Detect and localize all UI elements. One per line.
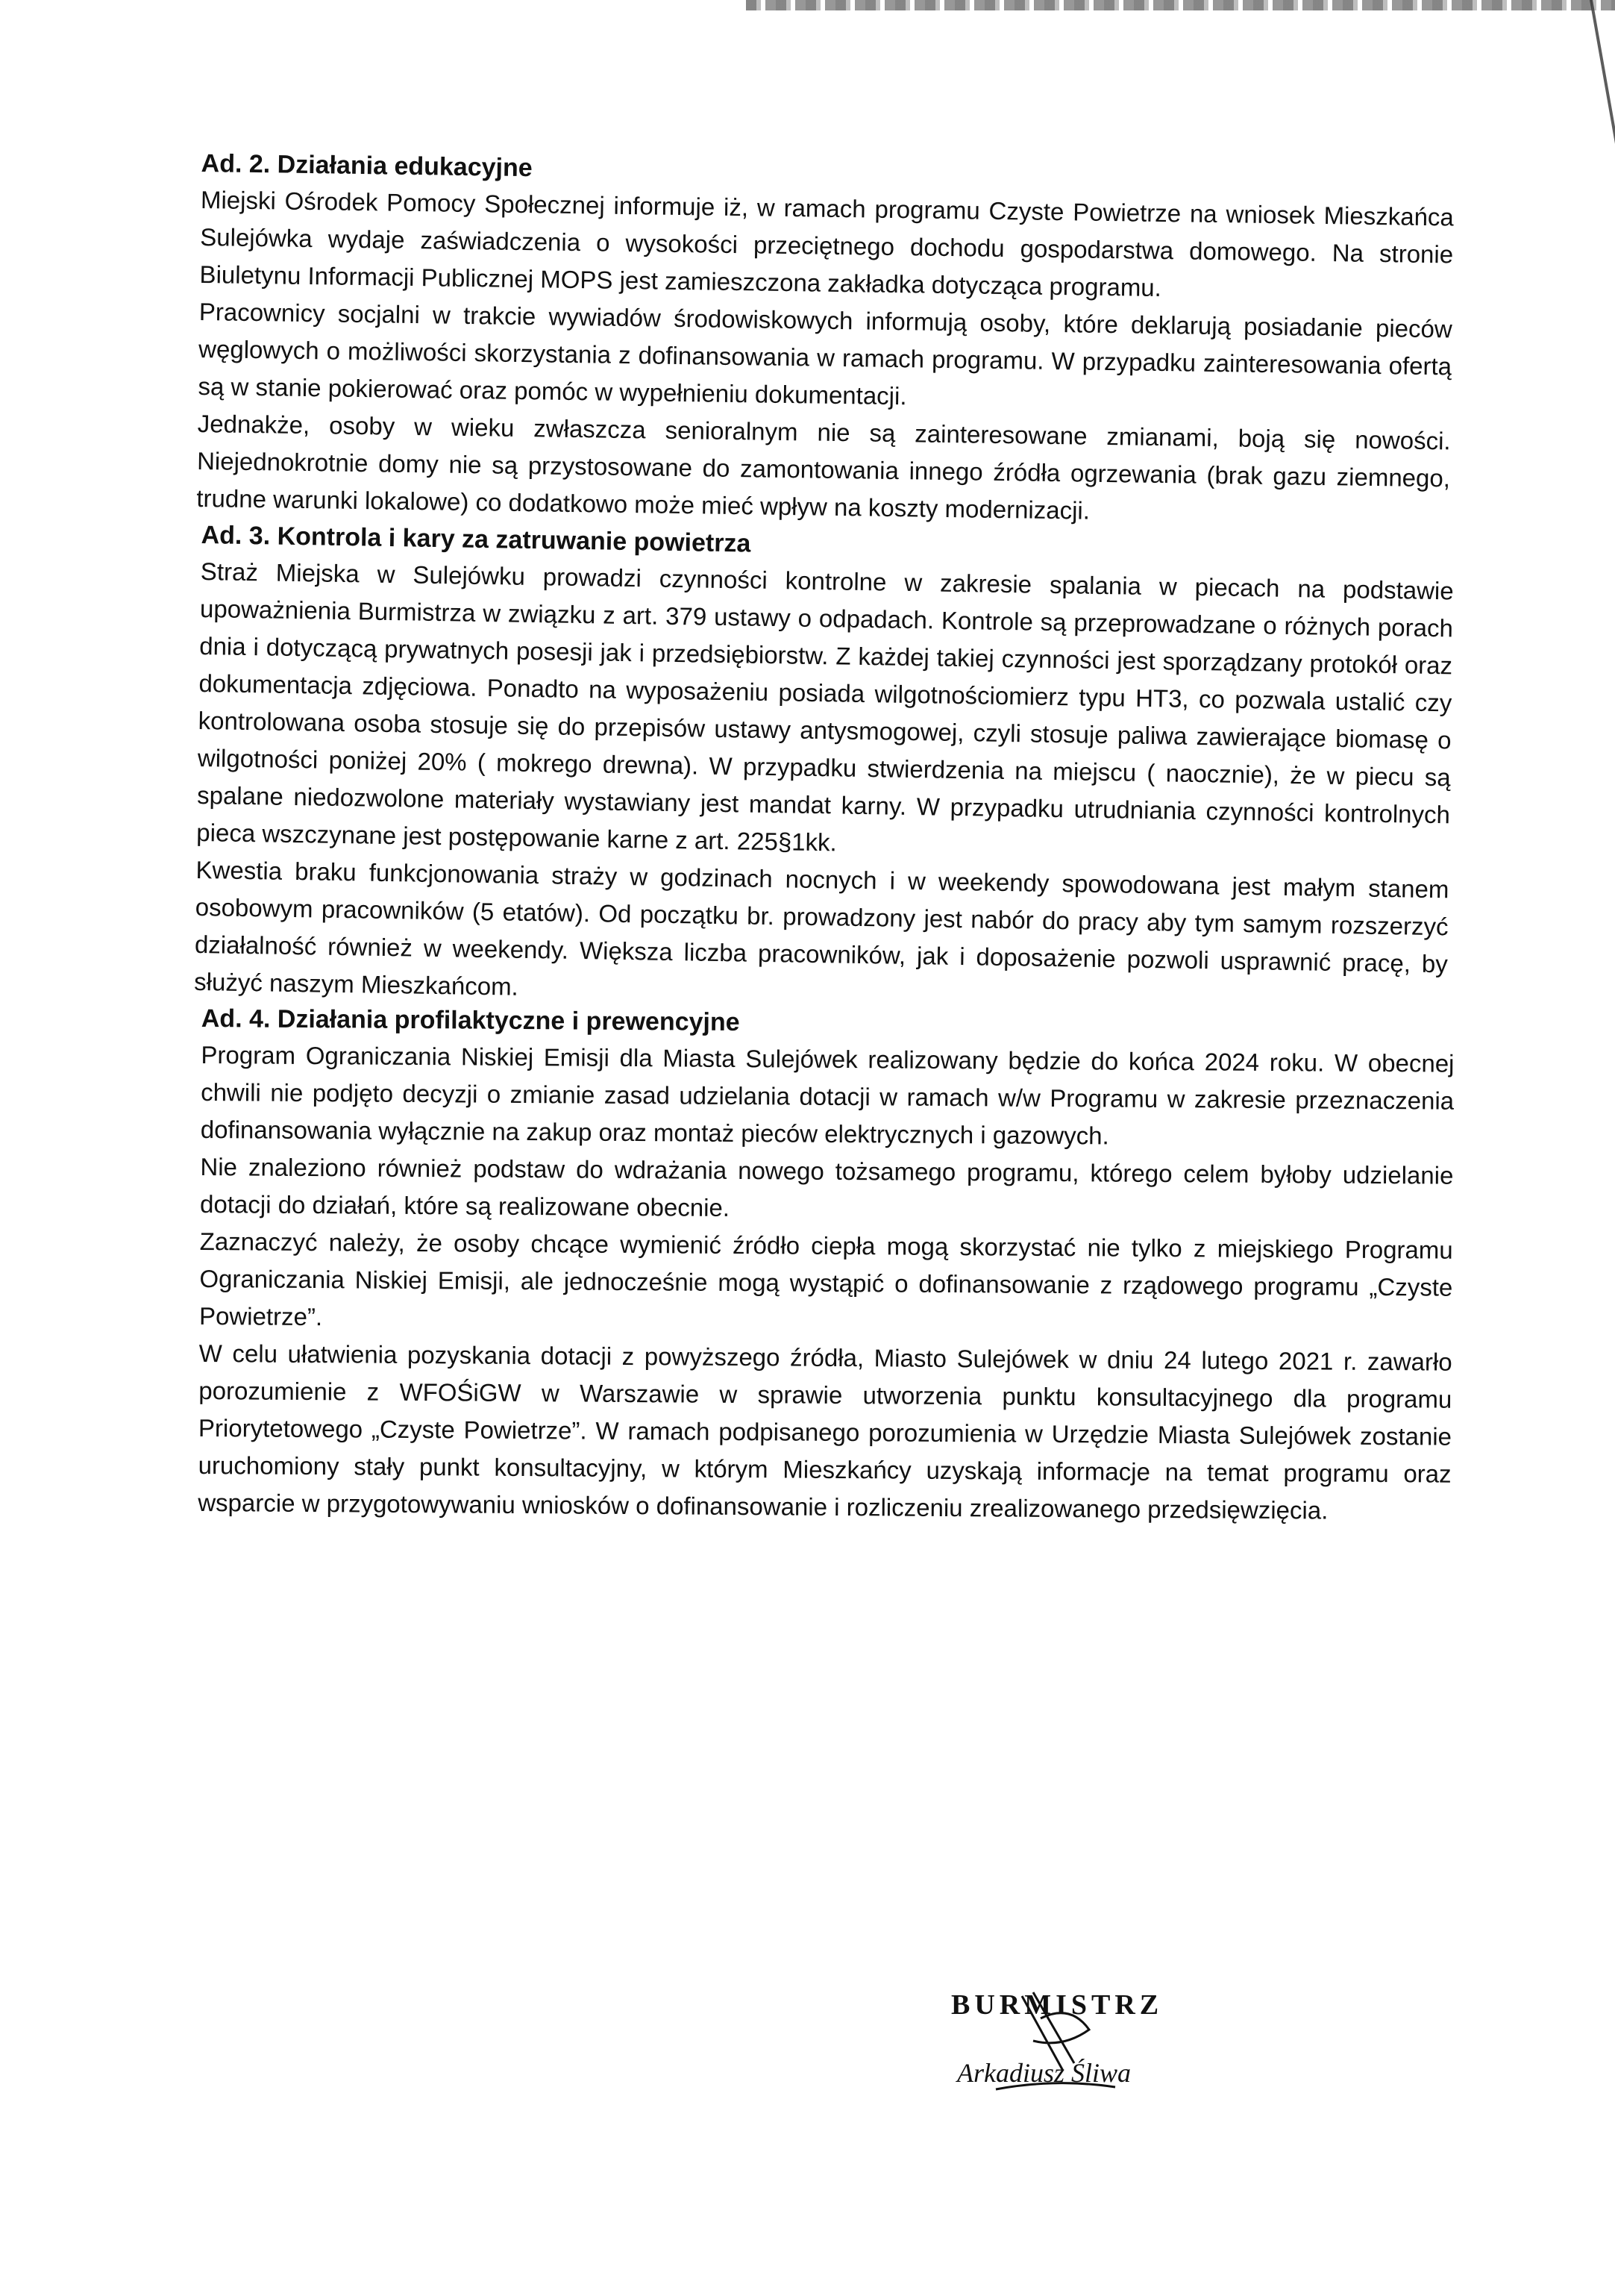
scan-edge-right — [1590, 0, 1615, 176]
paragraph: Zaznaczyć należy, że osoby chcące wymienić źródło ciepła mogą skorzystać nie tylko z miejskiego Programu Ograniczania Niskiej Emisji, ale jednocześnie mogą wystąpić o dofinansowanie z rządowego programu „Czyste Powietrze”. — [198, 1227, 1453, 1331]
paragraph: Miejski Ośrodek Pomocy Społecznej informuje iż, w ramach programu Czyste Powietrze na wniosek Mieszkańca Sulejówka wydaje zaświadczenia o wysokości przeciętnego dochodu gospodarstwa domowego. Na stronie Biuletynu Informacji Publicznej MOPS jest zamieszczona zakładka dotycząca programu. — [199, 185, 1455, 301]
paragraph: Program Ograniczania Niskiej Emisji dla Miasta Sulejówek realizowany będzie do końca 2024 roku. W obecnej chwili nie podjęto decyzji o zmianie zasad udzielania dotacji w ramach w/w Programu w zakresie przeznaczenia dofinansowania wyłącznie na zakup oraz montaż pieców elektrycznych i gazowych. — [200, 1040, 1455, 1150]
section-ad-2 — [196, 146, 1455, 534]
section-heading: Ad. 3. Kontrola i kary za zatruwanie powietrza — [201, 520, 751, 558]
signature-stamp — [951, 1989, 1220, 2108]
paragraph: Straż Miejska w Sulejówku prowadzi czynności kontrolne w zakresie spalania w piecach na podstawie upoważnienia Burmistrza w związku z art. 379 ustawy o odpadach. Kontrole są przeprowadzane o różnych porach dnia i dotyczącą prywatnych posesji jak i przedsiębiorstw. Z każdej takiej czynności jest sporządzany protokół oraz dokumentacja zdjęciowa. Ponadto na wyposażeniu posiada wilgotnościomierz typu HT3, co pozwala ustalić czy kontrolowana osoba stosuje się do przepisów ustawy antysmogowej, czyli stosuje paliwa zawierające biomasę o wilgotności poniżej 20% ( mokrego drewna). W przypadku stwierdzenia na miejscu ( naocznie), że w piecu są spalane niedozwolone materiały wystawiany jest mandat karny. W przypadku utrudniania czynności kontrolnych pieca wszczynane jest postępowanie karne z art. 225§1kk. — [196, 557, 1454, 857]
scan-edge-top — [746, 0, 1615, 10]
document-body — [193, 146, 1455, 1524]
section-ad-4 — [198, 1001, 1455, 1530]
handwritten-signature-icon — [951, 1989, 1220, 2108]
signature-name: Arkadiusz Śliwa — [957, 2058, 1132, 2088]
section-ad-3 — [194, 517, 1455, 1020]
paragraph: Nie znaleziono również podstaw do wdrażania nowego tożsamego programu, którego celem byłoby udzielanie dotacji do działań, które są realizowane obecnie. — [199, 1152, 1454, 1221]
paragraph: W celu ułatwienia pozyskania dotacji z powyższego źródła, Miasto Sulejówek w dniu 24 lutego 2021 r. zawarło porozumienie z WFOŚiGW w Warszawie w sprawie utworzenia punktu konsultacyjnego dla programu Priorytetowego „Czyste Powietrze”. W ramach podpisanego porozumienia w Urzędzie Miasta Sulejówek zostanie uruchomiony stały punkt konsultacyjny, w którym Mieszkańcy uzyskają informacje na temat programu oraz wsparcie w przygotowywaniu wniosków o dofinansowanie i rozliczeniu zrealizowanego przedsięwzięcia. — [198, 1339, 1452, 1524]
signature-title: BURMISTRZ — [951, 1989, 1164, 2021]
section-heading: Ad. 4. Działania profilaktyczne i prewencyjne — [201, 1004, 740, 1037]
paragraph: Pracownicy socjalni w trakcie wywiadów środowiskowych informują osoby, które deklarują posiadanie pieców węglowych o możliwości skorzystania z dofinansowania w ramach programu. W przypadku zainteresowania ofertą są w stanie pokierować oraz pomóc w wypełnieniu dokumentacji. — [198, 297, 1452, 410]
paragraph: Kwestia braku funkcjonowania straży w godzinach nocnych i w weekendy spowodowana jest małym stanem osobowym pracowników (5 etatów). Od początku br. prowadzony jest nabór do pracy aby tym samym rozszerzyć działalność również w weekendy. Większa liczba pracowników, jak i doposażenie pozwoli usprawnić pracę, by służyć naszym Mieszkańcom. — [193, 855, 1449, 1001]
paragraph: Jednakże, osoby w wieku zwłaszcza senioralnym nie są zainteresowane zmianami, boją się nowości. Niejednokrotnie domy nie są przystosowane do zamontowania innego źródła ogrzewania (brak gazu ziemnego, trudne warunki lokalowe) co dodatkowo może mieć wpływ na koszty modernizacji. — [196, 409, 1451, 525]
section-heading: Ad. 2. Działania edukacyjne — [201, 148, 533, 183]
